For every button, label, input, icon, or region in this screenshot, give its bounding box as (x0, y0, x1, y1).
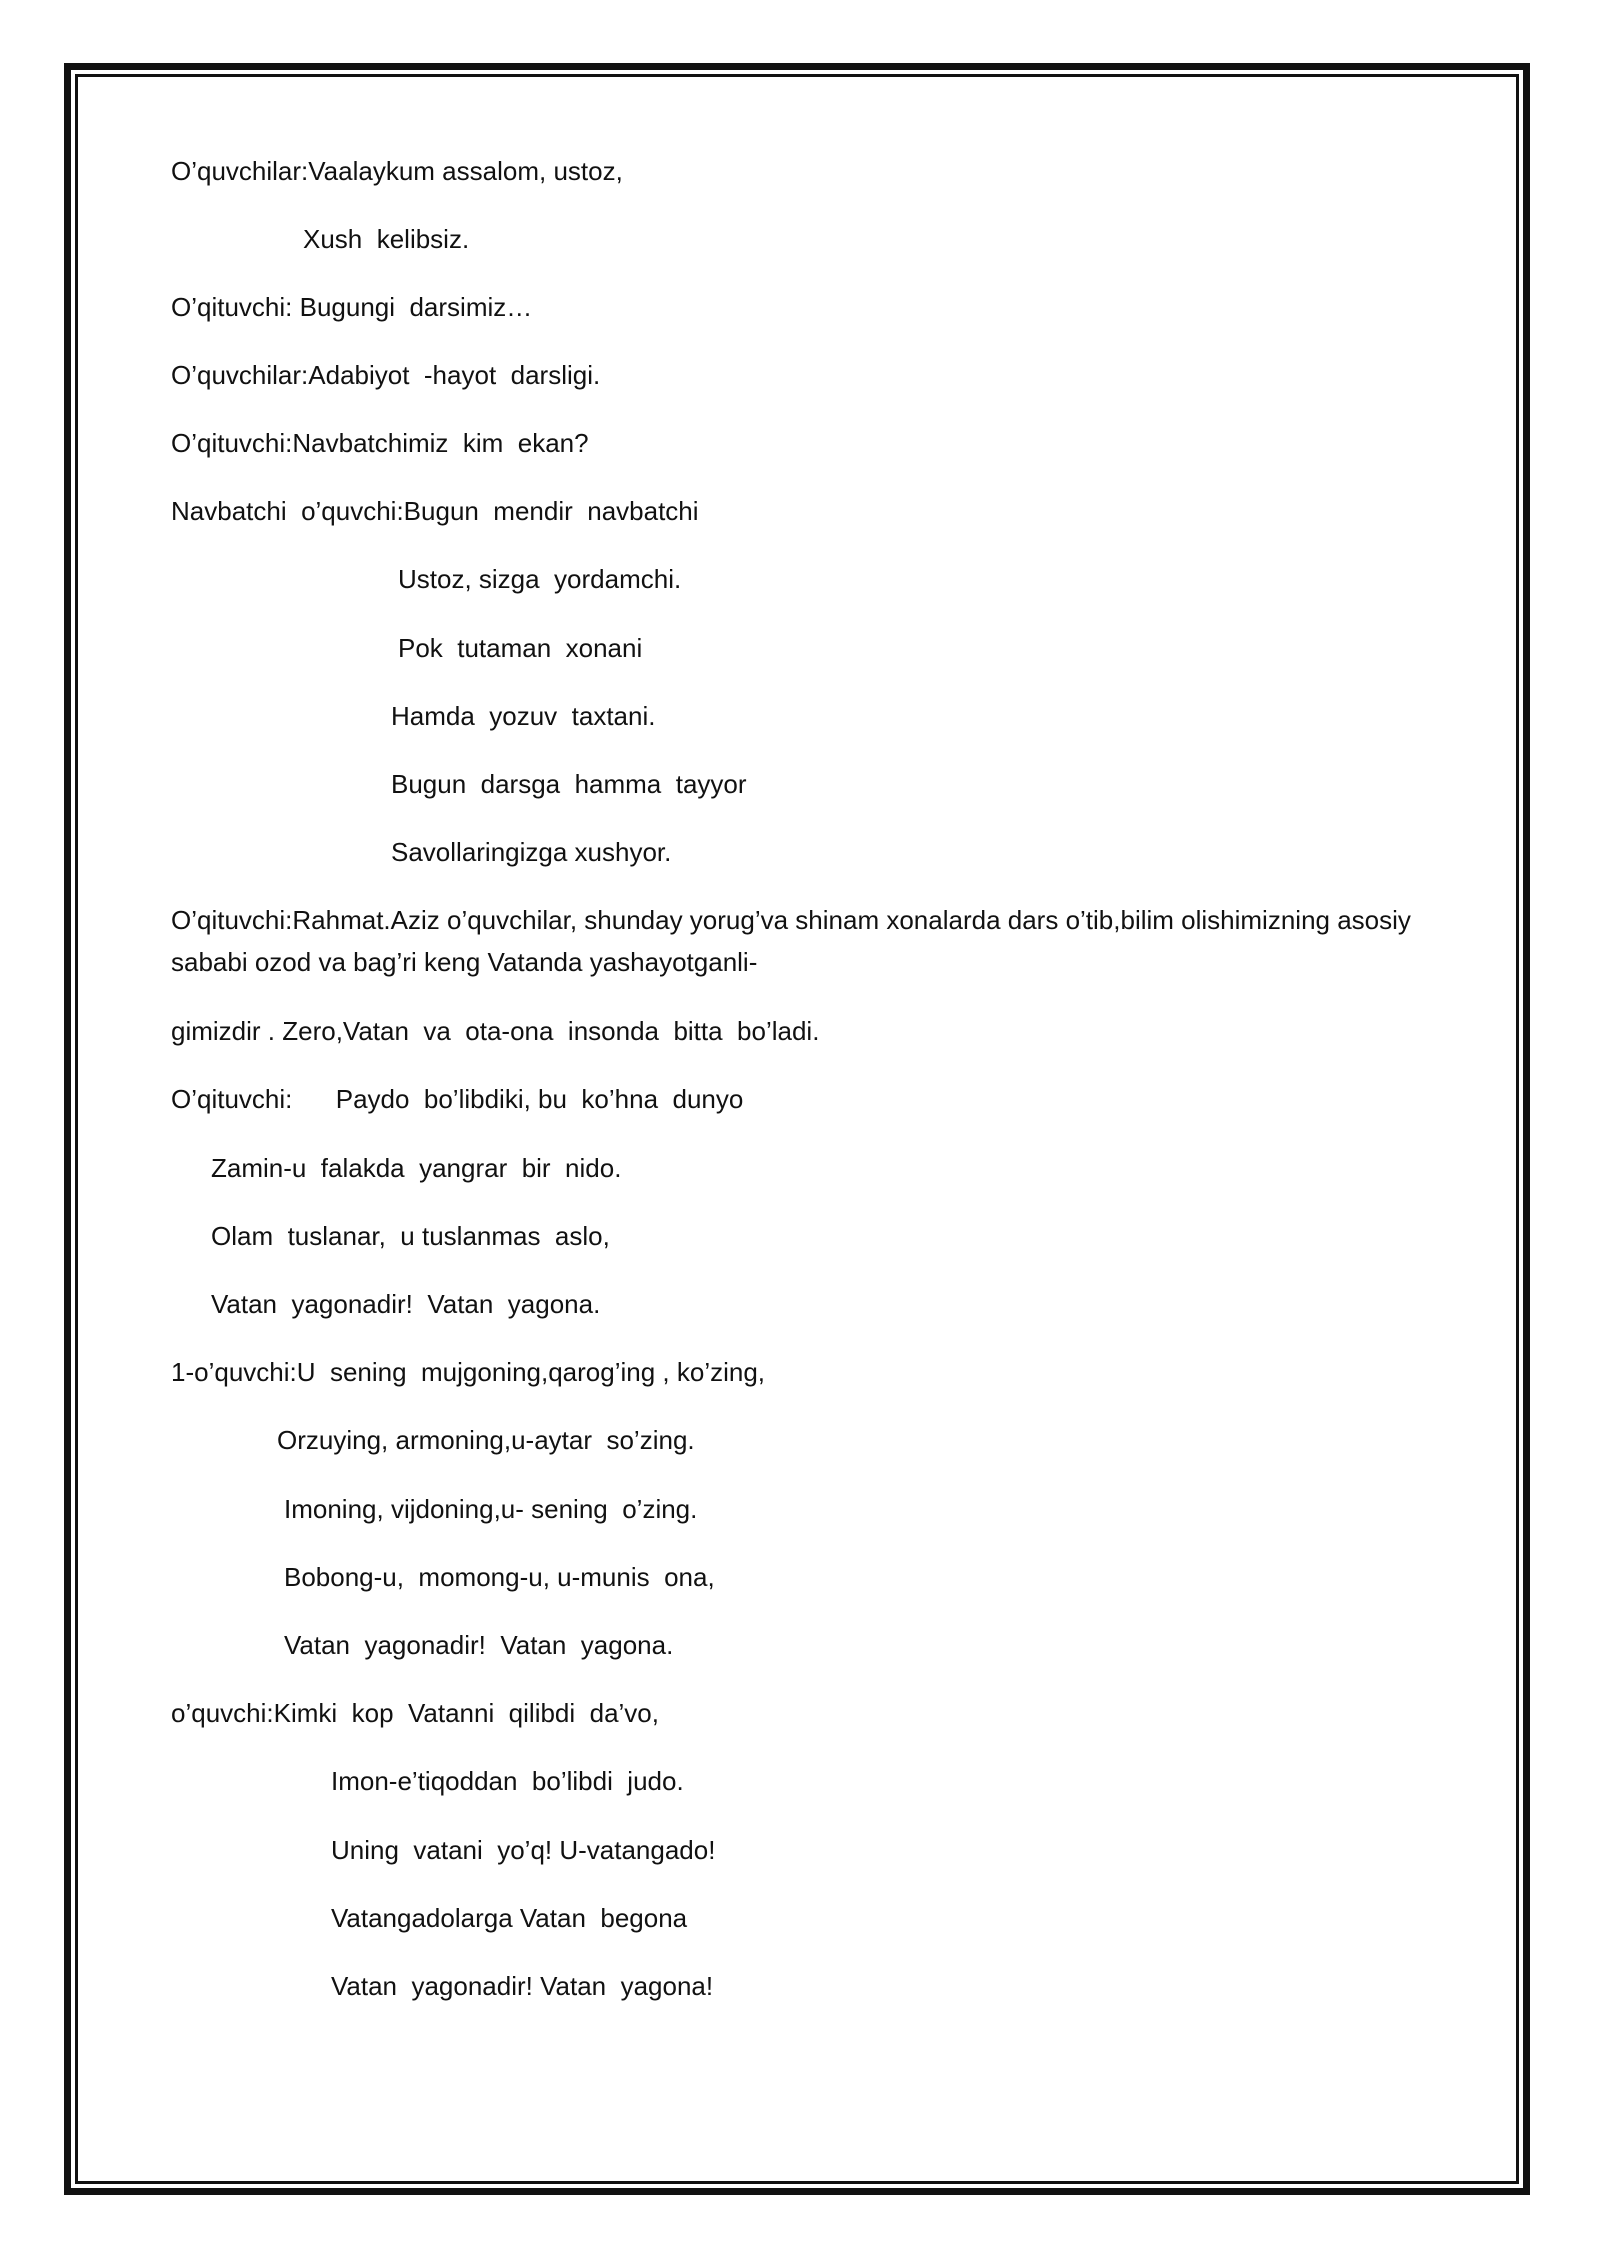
text-paragraph: O’qituvchi:Rahmat.Aziz o’quvchilar, shunday yorug’va shinam xonalarda dars o’tib,bilim olishimizning asosiy sababi ozod va bag’ri keng Vatanda yashayotganli- (171, 905, 1411, 977)
text-line: O’quvchilar:Adabiyot -hayot darsligi. (171, 360, 601, 390)
text-line: Xush kelibsiz. (303, 224, 470, 254)
text-line: Olam tuslanar, u tuslanmas aslo, (211, 1221, 610, 1251)
text-line: Uning vatani yo’q! U-vatangado! (331, 1835, 716, 1865)
text-line: Zamin-u falakda yangrar bir nido. (211, 1153, 622, 1183)
text-line: o’quvchi:Kimki kop Vatanni qilibdi da’vo, (171, 1698, 659, 1728)
text-line: Vatan yagonadir! Vatan yagona! (331, 1971, 714, 2001)
text-line: O’qituvchi: Bugungi darsimiz… (171, 292, 533, 322)
text-line: O’qituvchi: Paydo bo’libdiki, bu ko’hna dunyo (171, 1084, 744, 1114)
text-line: gimizdir . Zero,Vatan va ota-ona insonda bitta bo’ladi. (171, 1016, 820, 1046)
text-line: Vatan yagonadir! Vatan yagona. (284, 1630, 674, 1660)
text-line: Imon-e’tiqoddan bo’libdi judo. (331, 1766, 684, 1796)
text-line: Savollaringizga xushyor. (391, 837, 672, 867)
text-line: Imoning, vijdoning,u- sening o’zing. (284, 1494, 698, 1524)
text-line: Vatangadolarga Vatan begona (331, 1903, 688, 1933)
text-line: Orzuying, armoning,u-aytar so’zing. (277, 1425, 695, 1455)
text-line: Hamda yozuv taxtani. (391, 701, 656, 731)
text-line: Ustoz, sizga yordamchi. (398, 564, 682, 594)
text-line: O’qituvchi:Navbatchimiz kim ekan? (171, 428, 589, 458)
text-line: Pok tutaman xonani (398, 633, 643, 663)
text-line: Navbatchi o’quvchi:Bugun mendir navbatchi (171, 496, 699, 526)
text-line: O’quvchilar:Vaalaykum assalom, ustoz, (171, 156, 623, 186)
text-line: 1-o’quvchi:U sening mujgoning,qarog’ing , ko’zing, (171, 1357, 766, 1387)
text-line: Bobong-u, momong-u, u-munis ona, (284, 1562, 715, 1592)
text-line: Bugun darsga hamma tayyor (391, 769, 747, 799)
text-line: Vatan yagonadir! Vatan yagona. (211, 1289, 601, 1319)
